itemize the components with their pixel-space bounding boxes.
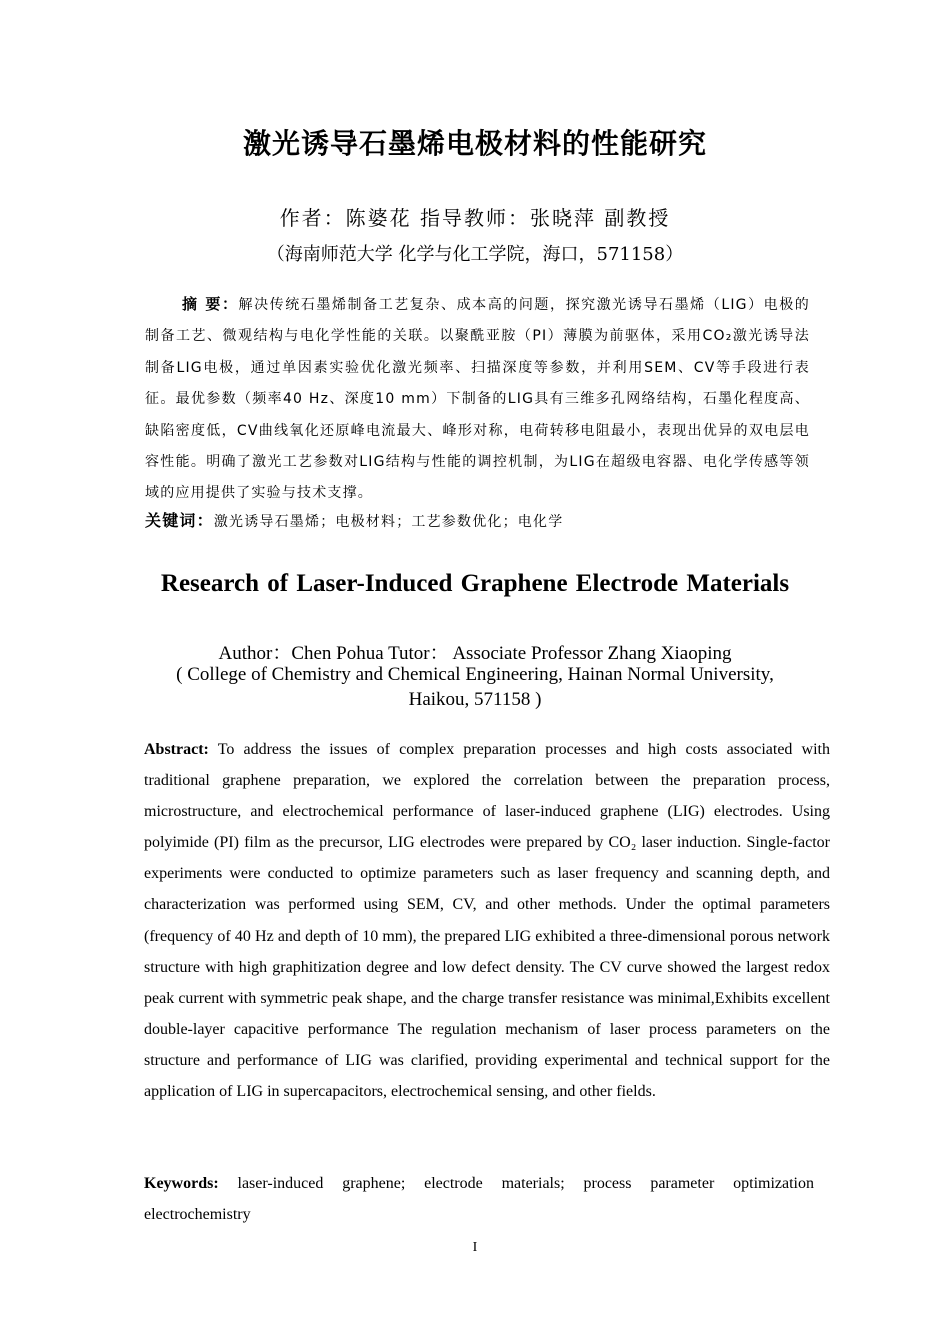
chinese-keywords-text: 激光诱导石墨烯；电极材料；工艺参数优化；电化学 bbox=[213, 514, 564, 530]
chinese-author-line: 作者：陈婆花 指导教师：张晓萍 副教授 bbox=[279, 206, 671, 230]
english-keywords-text: laser-induced graphene; electrode materials; process parameter optimization electrochemistry bbox=[144, 1175, 814, 1223]
chinese-keywords bbox=[145, 508, 810, 531]
english-author-line: Author：Chen Pohua Tutor： Associate Professor Zhang Xiaoping bbox=[218, 643, 732, 664]
english-keywords bbox=[144, 1168, 814, 1230]
english-keywords-label: Keywords: bbox=[144, 1175, 219, 1192]
chinese-abstract bbox=[145, 289, 810, 510]
english-abstract-text: To address the issues of complex preparation processes and high costs associated with traditional graphene preparation, we explored the correlation between the preparation process, microstructure, and electrochemical performance of laser-induced graphene (LIG) electrodes. Using polyimide (PI) film as the precursor, LIG electrodes were prepared by CO₂ laser induction. Single-factor experiments were conducted to optimize parameters such as laser frequency and scanning depth, and characterization was performed using SEM, CV, and other methods. Under the optimal parameters (frequency of 40 Hz and depth of 10 mm), the prepared LIG exhibited a three-dimensional porous network structure with high graphitization degree and low defect density. The CV curve showed the largest redox peak current with symmetric peak shape, and the charge transfer resistance was minimal,Exhibits excellent double-layer capacitive performance The regulation mechanism of laser process parameters on the structure and performance of LIG was clarified, providing experimental and technical support for the application of LIG in supercapacitors, electrochemical sensing, and other fields. bbox=[144, 741, 830, 1101]
chinese-affiliation: （海南师范大学 化学与化工学院，海口，571158） bbox=[266, 244, 684, 265]
chinese-abstract-text: 解决传统石墨烯制备工艺复杂、成本高的问题，探究激光诱导石墨烯（LIG）电极的制备工艺、微观结构与电化学性能的关联。以聚酰亚胺（PI）薄膜为前驱体，采用CO₂激光诱导法制备LIG电极，通过单因素实验优化激光频率、扫描深度等参数，并利用SEM、CV等手段进行表征。最优参数（频率40 Hz、深度10 mm）下制备的LIG具有三维多孔网络结构，石墨化程度高、缺陷密度低，CV曲线氧化还原峰电流最大、峰形对称，电荷转移电阻最小，表现出优异的双电层电容性能。明确了激光工艺参数对LIG结构与性能的调控机制，为LIG在超级电容器、电化学传感等领域的应用提供了实验与技术支撑。 bbox=[145, 297, 810, 502]
chinese-title: 激光诱导石墨烯电极材料的性能研究 bbox=[242, 127, 707, 160]
english-affiliation: ( College of Chemistry and Chemical Engineering, Hainan Normal University, Haikou, 571158 ) bbox=[176, 664, 774, 710]
english-title: Research of Laser-Induced Graphene Electrode Materials bbox=[160, 570, 790, 597]
chinese-abstract-label: 摘 要： bbox=[182, 295, 239, 313]
chinese-keywords-label: 关键词： bbox=[145, 511, 214, 530]
english-abstract bbox=[144, 734, 830, 1107]
page-number: I bbox=[472, 1240, 478, 1255]
english-abstract-label: Abstract: bbox=[144, 741, 209, 758]
